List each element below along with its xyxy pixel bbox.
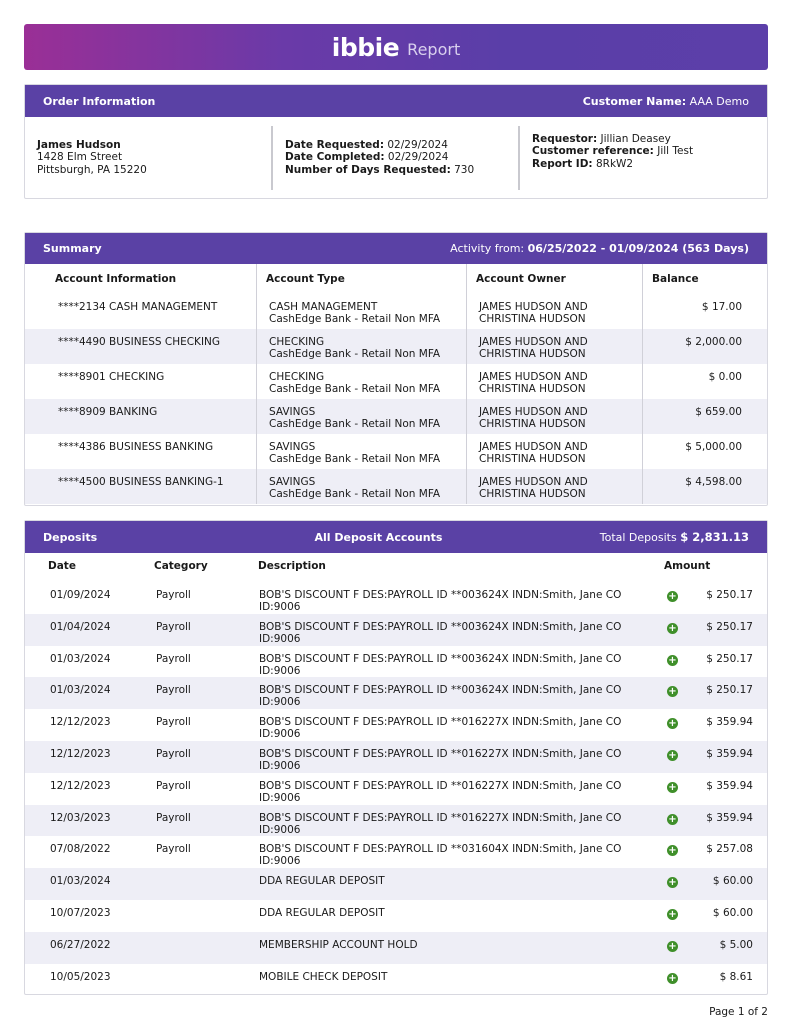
account-bank: CashEdge Bank - Retail Non MFA: [269, 488, 441, 500]
deposit-indicator: [640, 741, 690, 761]
summary-row: [25, 329, 767, 364]
customer-address-block: [25, 139, 271, 177]
account-type: [256, 364, 466, 399]
account-balance: $ 4,598.00: [642, 469, 766, 504]
deposit-row: [25, 932, 767, 964]
deposit-row: [25, 868, 767, 900]
description-line-1: MOBILE CHECK DEPOSIT: [259, 970, 388, 983]
deposit-date: 01/04/2024: [50, 620, 111, 633]
deposit-date: 12/12/2023: [50, 747, 111, 760]
account-type: [256, 469, 466, 504]
description-line-2: ID:9006: [259, 728, 301, 741]
description-line-1: BOB'S DISCOUNT F DES:PAYROLL ID **003624X INDN:Smith, Jane CO: [259, 589, 622, 601]
description-line-2: ID:9006: [259, 664, 301, 677]
deposit-date: 07/08/2022: [50, 843, 111, 856]
col-account-type: Account Type: [256, 264, 466, 294]
col-date: Date: [48, 560, 76, 572]
order-information-body: [25, 117, 767, 198]
deposit-row: [25, 964, 767, 996]
description-line-1: DDA REGULAR DEPOSIT: [259, 875, 385, 888]
deposit-amount: $ 8.61: [719, 970, 753, 983]
deposit-indicator: [640, 805, 690, 825]
deposit-category: [131, 868, 237, 875]
description-line-1: BOB'S DISCOUNT F DES:PAYROLL ID **016227X INDN:Smith, Jane CO: [259, 811, 622, 824]
account-info: ****4490 BUSINESS CHECKING: [58, 336, 221, 348]
order-information-card: [24, 84, 768, 199]
deposit-date: 01/03/2024: [50, 875, 111, 888]
account-type: [256, 434, 466, 469]
deposit-description: [237, 900, 640, 919]
deposit-category: Payroll: [156, 747, 191, 760]
owner-line-1: JAMES HUDSON AND: [479, 476, 588, 488]
deposit-indicator: [640, 836, 690, 856]
deposit-amount: $ 60.00: [712, 906, 753, 919]
owner-line-2: CHRISTINA HUDSON: [479, 453, 586, 465]
summary-card: [24, 232, 768, 506]
deposit-amount: $ 250.17: [706, 589, 753, 601]
account-bank: CashEdge Bank - Retail Non MFA: [269, 313, 441, 325]
deposit-row: [25, 773, 767, 805]
col-category: Category: [154, 560, 208, 572]
deposit-description: [237, 709, 640, 740]
deposit-date: 12/12/2023: [50, 779, 111, 792]
plus-circle-icon: +: [668, 908, 677, 920]
deposits-table-header: [25, 553, 767, 582]
deposit-date: 06/27/2022: [50, 938, 111, 951]
plus-circle-icon: +: [668, 654, 677, 666]
customer-reference: Customer reference: Jill Test: [532, 145, 694, 158]
description-line-2: ID:9006: [259, 632, 301, 645]
deposit-category: Payroll: [156, 589, 191, 601]
deposit-date: 12/12/2023: [50, 716, 111, 729]
deposits-header: [25, 521, 767, 553]
ibbie-logo: ibbie: [331, 32, 400, 62]
deposit-row: [25, 582, 767, 614]
deposit-category: Payroll: [156, 779, 191, 792]
deposit-description: [237, 741, 640, 772]
deposit-row: [25, 741, 767, 773]
plus-circle-icon: +: [668, 749, 677, 761]
account-type-name: SAVINGS: [269, 476, 316, 488]
deposit-row: [25, 677, 767, 709]
summary-rows: [25, 294, 767, 504]
deposit-indicator: [640, 900, 690, 920]
col-account-information: Account Information: [55, 273, 177, 285]
summary-table-header: [25, 264, 767, 294]
deposit-amount: $ 5.00: [719, 938, 753, 951]
summary-header: [25, 233, 767, 264]
date-requested: Date Requested: 02/29/2024: [285, 138, 448, 151]
deposit-category: Payroll: [156, 620, 191, 633]
col-balance: Balance: [642, 264, 766, 294]
deposit-description: [237, 582, 640, 613]
plus-circle-icon: +: [668, 813, 677, 825]
address-line-1: 1428 Elm Street: [37, 151, 123, 164]
account-owner: [466, 469, 642, 504]
deposit-indicator: [640, 677, 690, 697]
deposit-category: Payroll: [156, 716, 191, 729]
deposit-date: 01/03/2024: [50, 652, 111, 665]
col-account-owner: Account Owner: [466, 264, 642, 294]
deposit-description: [237, 773, 640, 804]
plus-circle-icon: +: [668, 845, 677, 857]
description-line-1: DDA REGULAR DEPOSIT: [259, 906, 385, 919]
deposit-indicator: [640, 773, 690, 793]
account-balance: $ 659.00: [642, 399, 766, 434]
deposit-description: [237, 964, 640, 983]
description-line-2: ID:9006: [259, 823, 301, 836]
summary-row: [25, 469, 767, 504]
deposits-card: [24, 520, 768, 995]
customer-full-name: James Hudson: [37, 138, 121, 151]
plus-circle-icon: +: [668, 877, 677, 889]
requestor: Requestor: Jillian Deasey: [532, 132, 671, 145]
deposit-date: 01/03/2024: [50, 684, 111, 697]
deposit-description: [237, 614, 640, 645]
owner-line-1: JAMES HUDSON AND: [479, 406, 588, 418]
summary-row: [25, 399, 767, 434]
deposit-rows: [25, 582, 767, 995]
summary-row: [25, 364, 767, 399]
deposit-indicator: [640, 964, 690, 984]
dates-block: [273, 139, 518, 177]
description-line-2: ID:9006: [259, 855, 301, 868]
deposit-description: [237, 646, 640, 677]
deposit-category: [131, 964, 237, 971]
deposit-category: Payroll: [156, 811, 191, 824]
deposit-amount: $ 359.94: [706, 811, 753, 824]
plus-circle-icon: +: [668, 686, 677, 698]
account-owner: [466, 399, 642, 434]
account-type-name: CHECKING: [269, 371, 325, 383]
description-line-1: BOB'S DISCOUNT F DES:PAYROLL ID **003624X INDN:Smith, Jane CO: [259, 684, 622, 697]
deposit-amount: $ 257.08: [706, 843, 753, 856]
plus-circle-icon: +: [668, 622, 677, 634]
owner-line-2: CHRISTINA HUDSON: [479, 348, 586, 360]
report-id: Report ID: 8RkW2: [532, 157, 634, 170]
plus-circle-icon: +: [668, 718, 677, 730]
account-info: ****4386 BUSINESS BANKING: [58, 441, 214, 453]
owner-line-1: JAMES HUDSON AND: [479, 301, 588, 313]
description-line-2: ID:9006: [259, 791, 301, 804]
account-owner: [466, 434, 642, 469]
account-type: [256, 399, 466, 434]
summary-title: Summary: [43, 242, 102, 255]
account-balance: $ 17.00: [642, 294, 766, 329]
account-info: ****8909 BANKING: [58, 406, 158, 418]
total-deposits: Total Deposits $ 2,831.13: [599, 530, 749, 544]
customer-name: Customer Name: AAA Demo: [582, 94, 749, 108]
activity-range: Activity from: 06/25/2022 - 01/09/2024 (563 Days): [450, 242, 749, 255]
deposit-category: [131, 932, 237, 939]
owner-line-2: CHRISTINA HUDSON: [479, 313, 586, 325]
account-type-name: SAVINGS: [269, 406, 316, 418]
summary-row: [25, 434, 767, 469]
deposit-indicator: [640, 709, 690, 729]
deposit-amount: $ 250.17: [706, 620, 753, 633]
account-balance: $ 5,000.00: [642, 434, 766, 469]
account-bank: CashEdge Bank - Retail Non MFA: [269, 348, 441, 360]
deposit-indicator: [640, 614, 690, 634]
plus-circle-icon: +: [668, 940, 677, 952]
report-label: Report: [407, 39, 461, 59]
account-info: ****2134 CASH MANAGEMENT: [58, 301, 218, 313]
deposit-row: [25, 805, 767, 837]
owner-line-1: JAMES HUDSON AND: [479, 371, 588, 383]
account-type-name: SAVINGS: [269, 441, 316, 453]
deposit-row: [25, 709, 767, 741]
description-line-1: BOB'S DISCOUNT F DES:PAYROLL ID **003624X INDN:Smith, Jane CO: [259, 620, 622, 633]
deposit-date: 12/03/2023: [50, 811, 111, 824]
account-info: ****4500 BUSINESS BANKING-1: [58, 476, 224, 488]
deposit-row: [25, 646, 767, 678]
address-line-2: Pittsburgh, PA 15220: [37, 163, 147, 176]
deposit-category: Payroll: [156, 652, 191, 665]
account-owner: [466, 294, 642, 329]
deposit-amount: $ 359.94: [706, 716, 753, 729]
deposit-category: Payroll: [156, 684, 191, 697]
owner-line-1: JAMES HUDSON AND: [479, 336, 588, 348]
deposit-amount: $ 250.17: [706, 684, 753, 697]
deposit-indicator: [640, 582, 690, 602]
summary-row: [25, 294, 767, 329]
description-line-1: BOB'S DISCOUNT F DES:PAYROLL ID **016227X INDN:Smith, Jane CO: [259, 779, 622, 792]
plus-circle-icon: +: [668, 591, 677, 602]
description-line-2: ID:9006: [259, 601, 301, 613]
deposit-date: 10/07/2023: [50, 906, 111, 919]
deposit-row: [25, 900, 767, 932]
deposit-indicator: [640, 932, 690, 952]
deposit-description: [237, 932, 640, 951]
order-information-title: Order Information: [43, 94, 156, 108]
account-type: [256, 294, 466, 329]
description-line-1: BOB'S DISCOUNT F DES:PAYROLL ID **016227X INDN:Smith, Jane CO: [259, 747, 622, 760]
account-bank: CashEdge Bank - Retail Non MFA: [269, 453, 441, 465]
account-type-name: CHECKING: [269, 336, 325, 348]
days-requested: Number of Days Requested: 730: [285, 163, 475, 176]
owner-line-1: JAMES HUDSON AND: [479, 441, 588, 453]
account-info: ****8901 CHECKING: [58, 371, 165, 383]
account-balance: $ 2,000.00: [642, 329, 766, 364]
deposit-amount: $ 60.00: [712, 875, 753, 888]
date-completed: Date Completed: 02/29/2024: [285, 151, 449, 164]
owner-line-2: CHRISTINA HUDSON: [479, 418, 586, 430]
deposit-description: [237, 868, 640, 887]
plus-circle-icon: +: [668, 972, 677, 984]
deposit-row: [25, 836, 767, 868]
deposit-amount: $ 359.94: [706, 779, 753, 792]
description-line-1: BOB'S DISCOUNT F DES:PAYROLL ID **031604X INDN:Smith, Jane CO: [259, 843, 622, 856]
deposit-category: [131, 900, 237, 907]
account-balance: $ 0.00: [642, 364, 766, 399]
deposit-date: 10/05/2023: [50, 970, 111, 983]
description-line-2: ID:9006: [259, 759, 301, 772]
deposit-row: [25, 614, 767, 646]
description-line-1: BOB'S DISCOUNT F DES:PAYROLL ID **003624X INDN:Smith, Jane CO: [259, 652, 622, 665]
owner-line-2: CHRISTINA HUDSON: [479, 488, 586, 500]
account-type: [256, 329, 466, 364]
deposits-subtitle: All Deposit Accounts: [314, 530, 443, 544]
order-information-header: [25, 85, 767, 117]
deposit-description: [237, 805, 640, 836]
deposit-indicator: [640, 646, 690, 666]
account-bank: CashEdge Bank - Retail Non MFA: [269, 418, 441, 430]
plus-circle-icon: +: [668, 781, 677, 793]
report-banner: [24, 24, 768, 70]
deposit-description: [237, 836, 640, 867]
description-line-2: ID:9006: [259, 696, 301, 709]
description-line-1: MEMBERSHIP ACCOUNT HOLD: [259, 938, 418, 951]
deposit-description: [237, 677, 640, 708]
deposit-indicator: [640, 868, 690, 888]
col-amount: Amount: [664, 560, 711, 572]
owner-line-2: CHRISTINA HUDSON: [479, 383, 586, 395]
account-bank: CashEdge Bank - Retail Non MFA: [269, 383, 441, 395]
deposit-amount: $ 359.94: [706, 747, 753, 760]
account-type-name: CASH MANAGEMENT: [269, 301, 378, 313]
page-number: Page 1 of 2: [709, 1006, 768, 1018]
col-description: Description: [258, 560, 326, 572]
account-owner: [466, 364, 642, 399]
account-owner: [466, 329, 642, 364]
deposit-category: Payroll: [156, 843, 191, 856]
deposit-date: 01/09/2024: [50, 589, 111, 601]
deposit-amount: $ 250.17: [706, 652, 753, 665]
deposits-title: Deposits: [43, 530, 98, 544]
description-line-1: BOB'S DISCOUNT F DES:PAYROLL ID **016227X INDN:Smith, Jane CO: [259, 716, 622, 729]
requestor-block: [520, 133, 693, 171]
